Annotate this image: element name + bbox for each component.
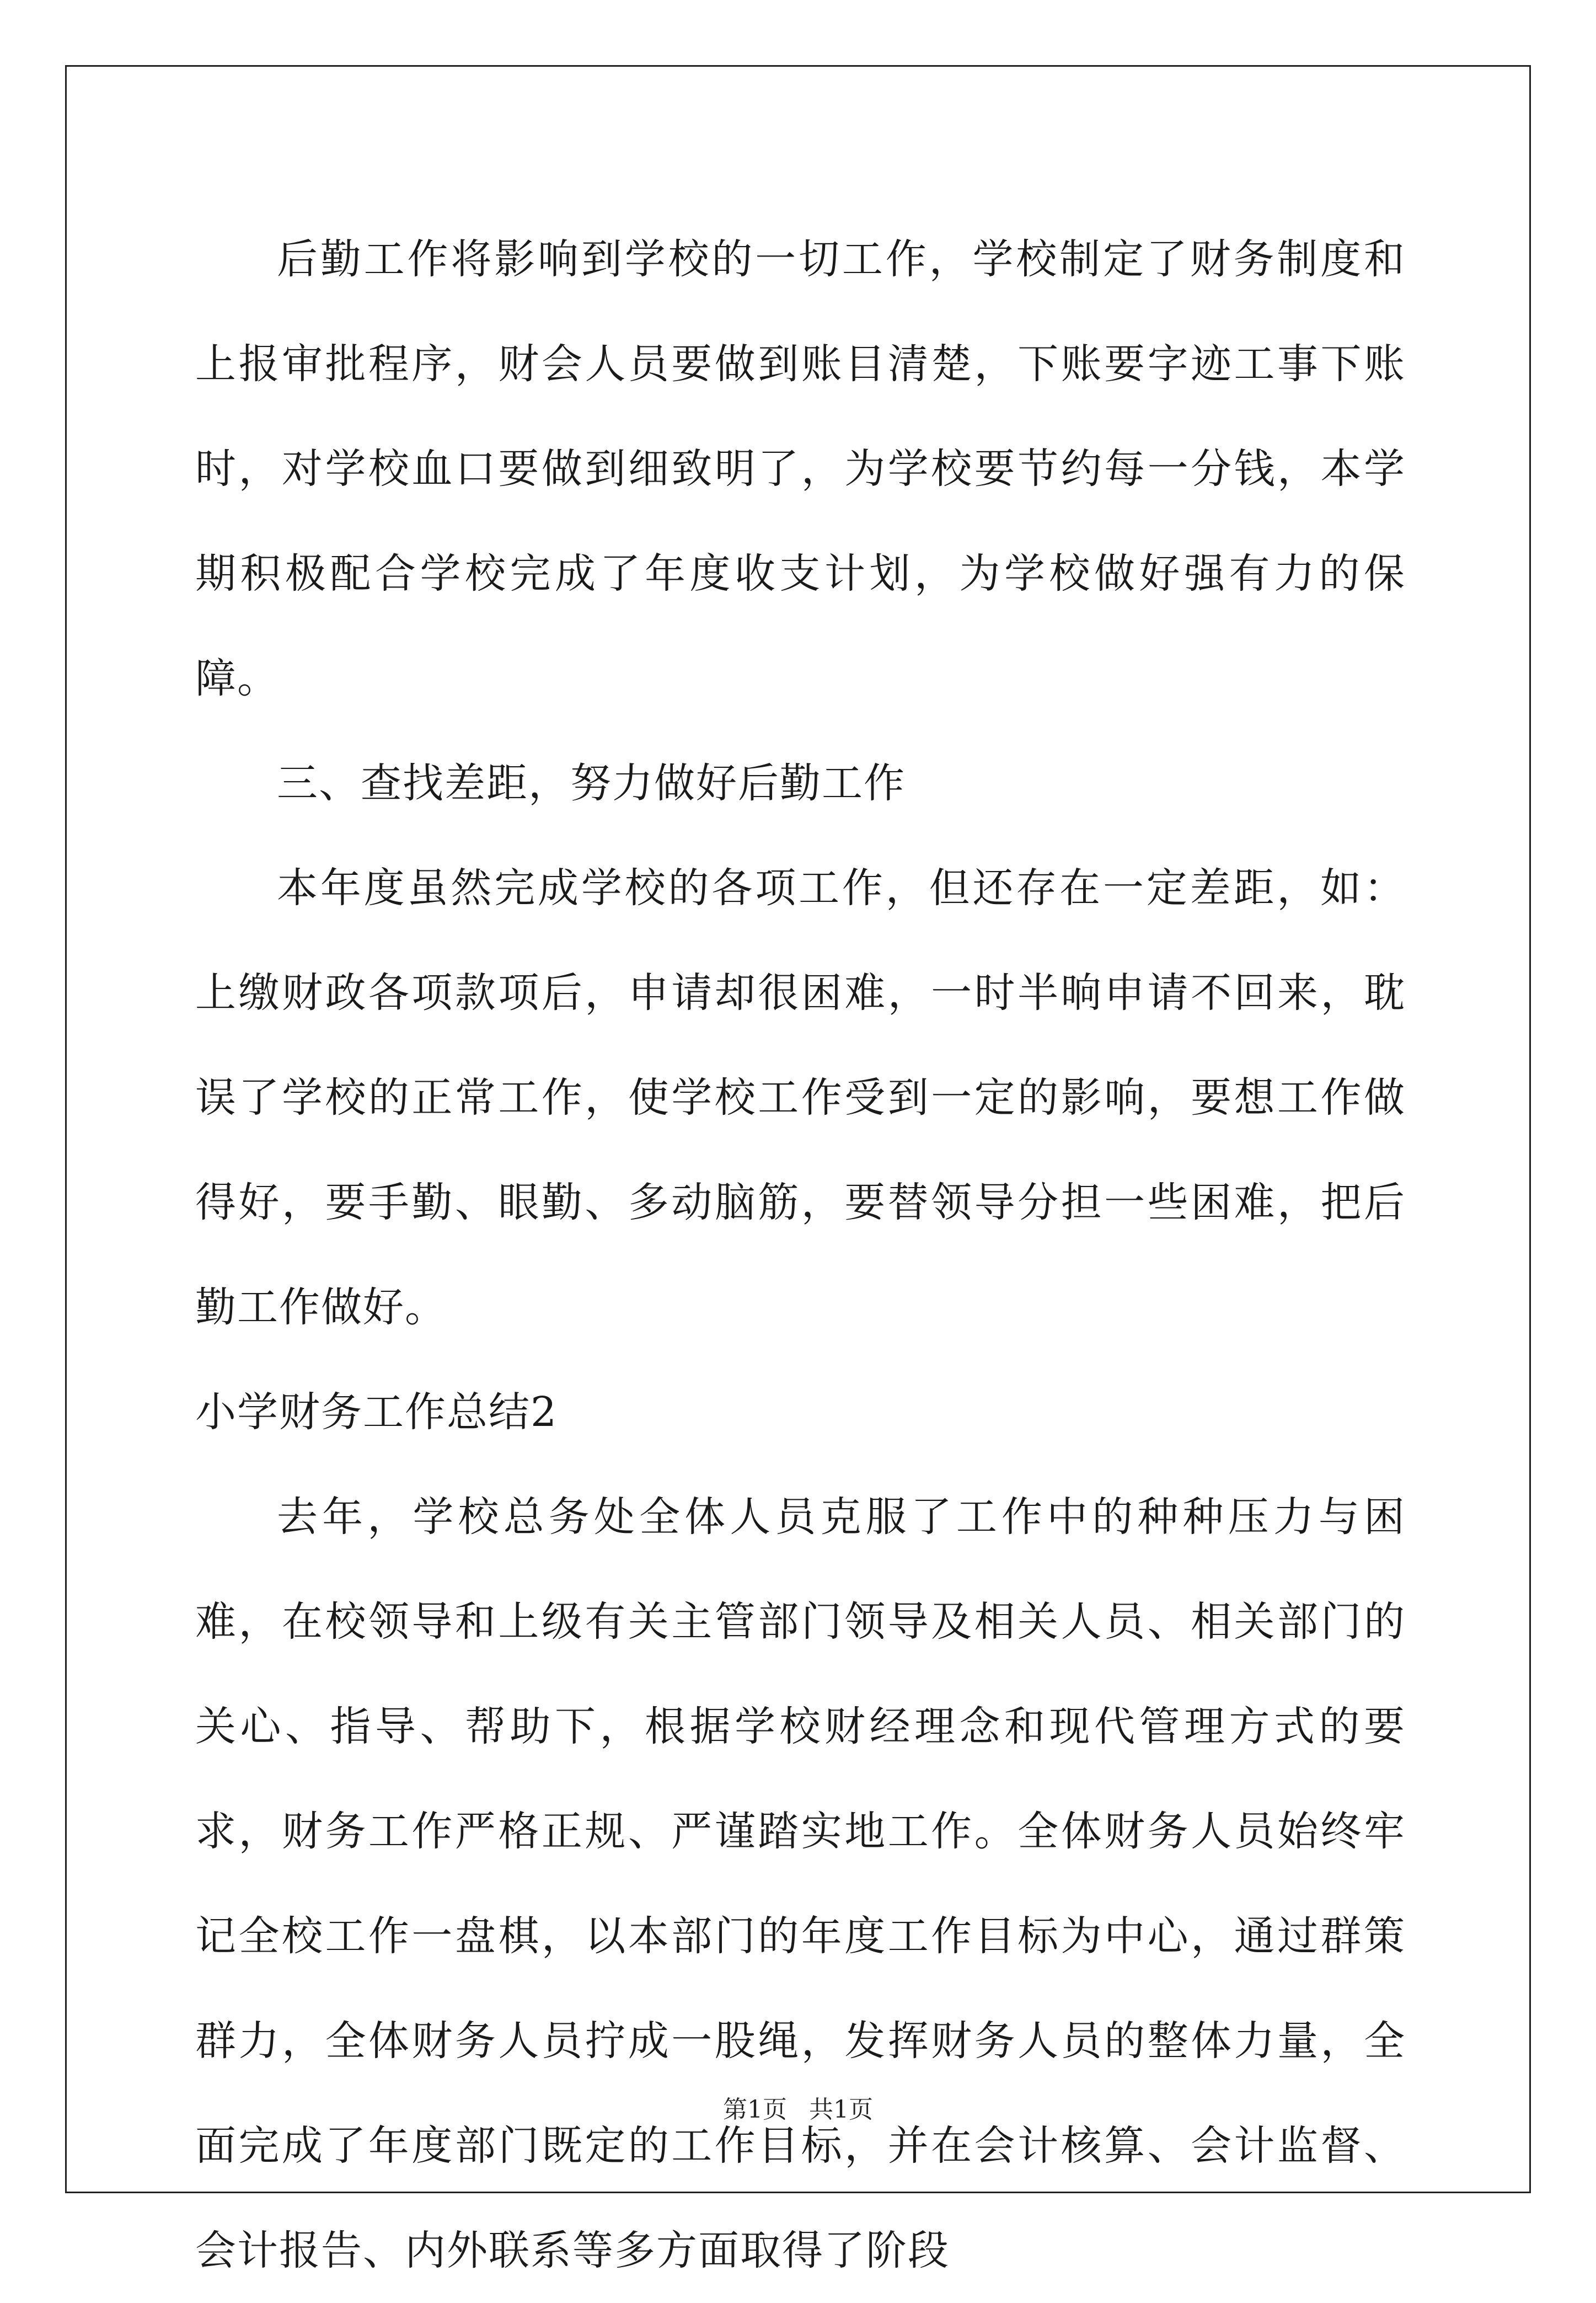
page-total: 共1页 [809,2096,873,2124]
page-number: 第1页 [723,2096,787,2124]
paragraph-last-year-summary: 去年，学校总务处全体人员克服了工作中的种种压力与困难，在校领导和上级有关主管部门领导及相关人员、相关部门的关心、指导、帮助下，根据学校财经理念和现代管理方式的要求，财务工作严格正规、严谨踏实地工作。全体财务人员始终牢记全校工作一盘棋，以本部门的年度工作目标为中心，通过群策群力，全体财务人员拧成一股绳，发挥财务人员的整体力量，全面完成了年度部门既定的工作目标，并在会计核算、会计监督、会计报告、内外联系等多方面取得了阶段 [195,1493,1406,2274]
document-subtitle: 小学财务工作总结2 [195,1388,558,1436]
section-heading-three: 三、查找差距，努力做好后勤工作 [277,760,906,807]
page-footer [0,2093,1596,2126]
document-body [195,207,1406,2303]
paragraph-gaps: 本年度虽然完成学校的各项工作，但还存在一定差距，如：上缴财政各项款项后，申请却很困难，一时半晌申请不回来，耽误了学校的正常工作，使学校工作受到一定的影响，要想工作做得好，要手勤、眼勤、多动脑筋，要替领导分担一些困难，把后勤工作做好。 [195,864,1406,1331]
paragraph-logistics-impact: 后勤工作将影响到学校的一切工作，学校制定了财务制度和上报审批程序，财会人员要做到账目清楚，下账要字迹工事下账时，对学校血口要做到细致明了，为学校要节约每一分钱，本学期积极配合学校完成了年度收支计划，为学校做好强有力的保障。 [195,236,1406,702]
